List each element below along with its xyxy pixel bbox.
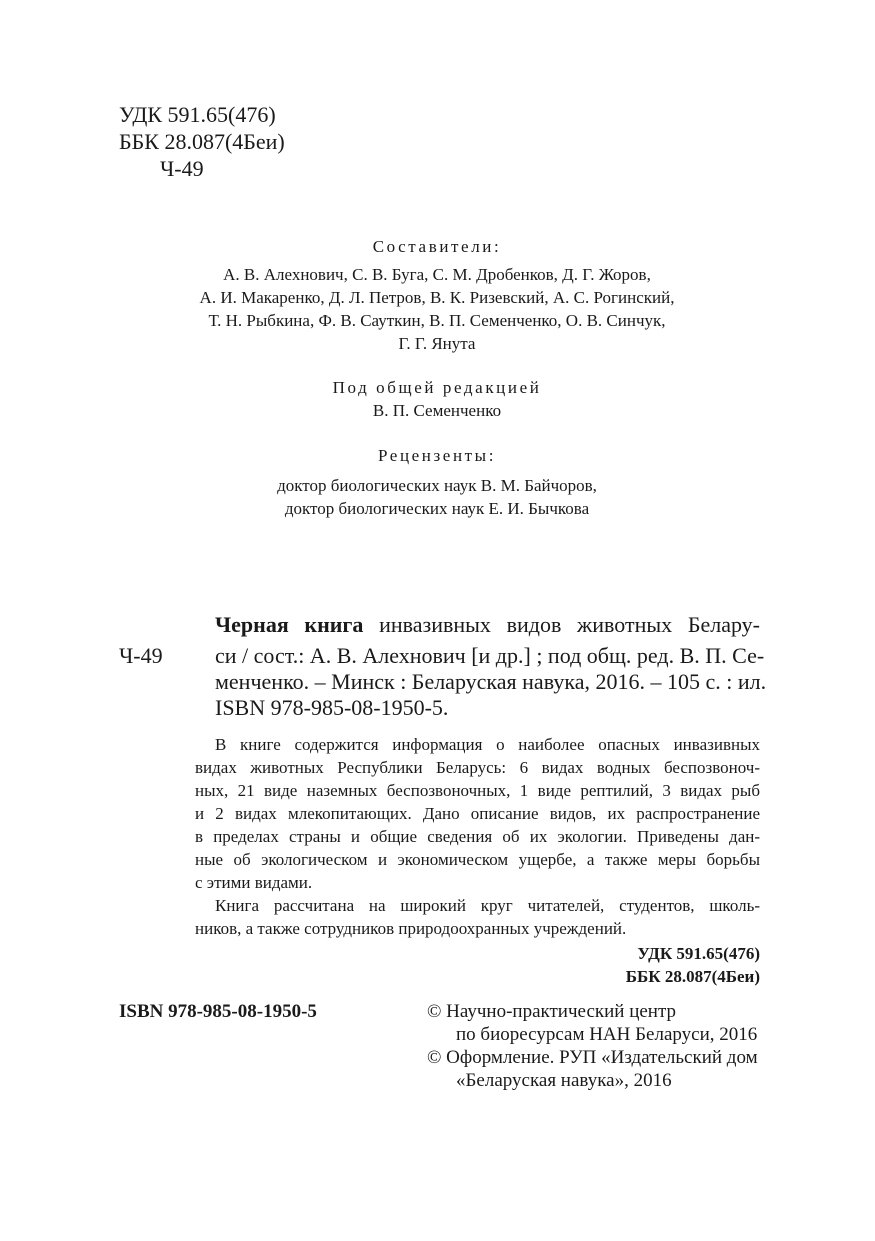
annotation-line: Книга рассчитана на широкий круг читателей, студентов, школь- xyxy=(215,896,760,915)
annotation-line: ные об экологическом и экономическом ущербе, а также меры борьбы xyxy=(195,850,760,869)
reviewer-line: доктор биологических наук В. М. Байчоров, xyxy=(277,476,597,495)
bbk-code: ББК 28.087(4Беи) xyxy=(119,129,285,154)
bib-line-1-rest: инвазивных видов животных Белару- xyxy=(363,612,760,637)
copyright-line: по биоресурсам НАН Беларуси, 2016 xyxy=(456,1024,758,1045)
compilers-line: А. В. Алехнович, С. В. Буга, С. М. Дробенков, Д. Г. Жоров, xyxy=(223,265,651,284)
compilers-heading: Составители: xyxy=(372,237,502,256)
isbn-bold: ISBN 978-985-08-1950-5 xyxy=(119,1001,317,1022)
editor-name: В. П. Семенченко xyxy=(372,401,502,420)
annotation-line: ных, 21 виде наземных беспозвоночных, 1 виде рептилий, 3 видах рыб xyxy=(195,781,760,800)
bib-line-3: менченко. – Минск : Беларуская навука, 2016. – 105 с. : ил. xyxy=(215,669,767,694)
udk-code: УДК 591.65(476) xyxy=(119,102,276,127)
footer-udk-code: УДК 591.65(476) xyxy=(637,944,760,963)
copyright-line: © Оформление. РУП «Издательский дом xyxy=(427,1047,758,1068)
compilers-line: Т. Н. Рыбкина, Ф. В. Сауткин, В. П. Семенченко, О. В. Синчук, xyxy=(208,311,666,330)
bib-isbn: ISBN 978-985-08-1950-5. xyxy=(215,695,449,720)
annotation-line: и 2 видах млекопитающих. Дано описание видов, их распространение xyxy=(195,804,760,823)
annotation-line: В книге содержится информация о наиболее опасных инвазивных xyxy=(215,735,760,754)
copyright-line: «Беларуская навука», 2016 xyxy=(456,1070,672,1091)
copyright-line: © Научно-практический центр xyxy=(427,1001,676,1022)
annotation-line: видах животных Республики Беларусь: 6 видах водных беспозвоноч- xyxy=(195,758,760,777)
annotation-line: ников, а также сотрудников природоохранных учреждений. xyxy=(195,919,627,938)
annotation-line: в пределах страны и общие сведения об их экологии. Приведены дан- xyxy=(195,827,760,846)
footer-bbk-code: ББК 28.087(4Беи) xyxy=(625,967,760,986)
editor-heading: Под общей редакцией xyxy=(332,378,542,397)
compilers-line: Г. Г. Янута xyxy=(398,334,476,353)
bib-line-2: си / сост.: А. В. Алехнович [и др.] ; под общ. ред. В. П. Се- xyxy=(215,643,765,668)
book-title: Черная книга xyxy=(215,612,364,637)
author-mark: Ч-49 xyxy=(160,156,204,181)
compilers-line: А. И. Макаренко, Д. Л. Петров, В. К. Ризевский, А. С. Рогинский, xyxy=(199,288,675,307)
annotation-line: с этими видами. xyxy=(195,873,313,892)
bib-author-mark: Ч-49 xyxy=(119,643,163,668)
reviewers-heading: Рецензенты: xyxy=(377,446,497,465)
reviewer-line: доктор биологических наук Е. И. Бычкова xyxy=(284,499,590,518)
bib-line-1 xyxy=(215,611,760,638)
